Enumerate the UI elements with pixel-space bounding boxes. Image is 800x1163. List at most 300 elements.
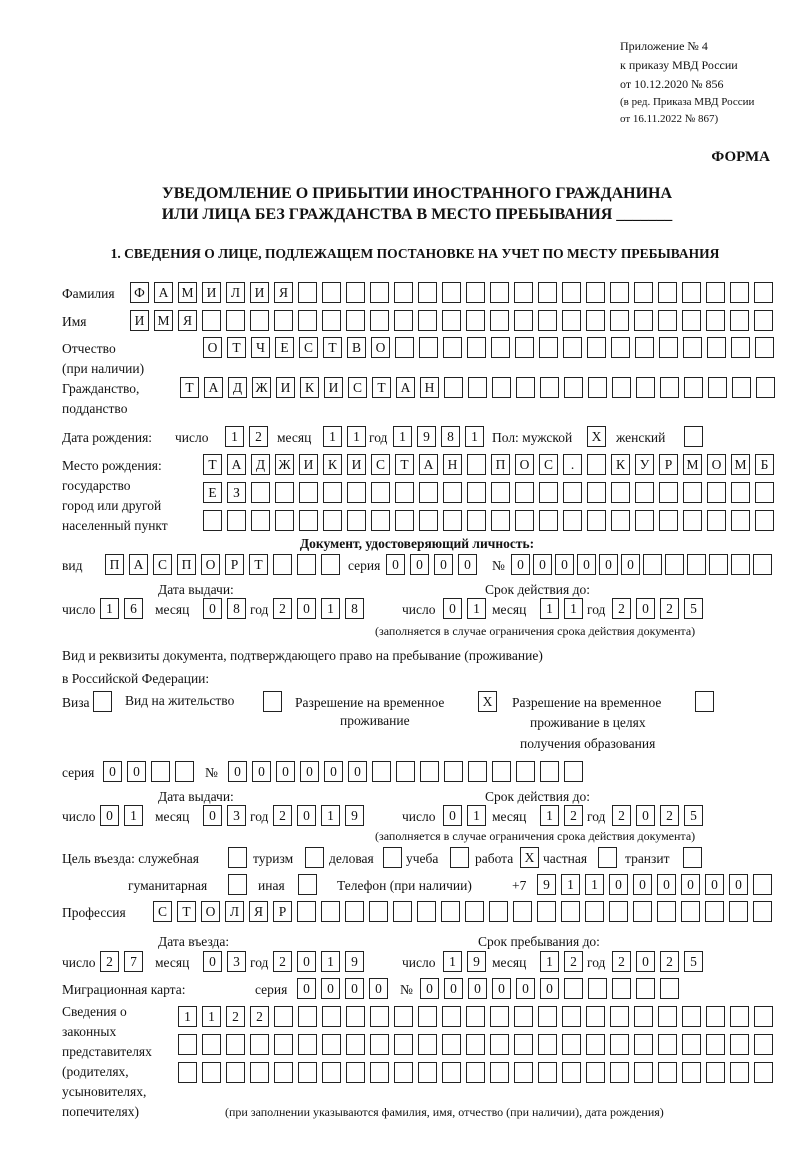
char-box[interactable]: М [683,454,702,475]
char-box[interactable] [515,510,534,531]
char-box[interactable]: 2 [250,1006,269,1027]
char-box[interactable] [538,282,557,303]
char-box[interactable]: 0 [203,598,222,619]
char-box[interactable]: И [347,454,366,475]
char-box[interactable] [442,282,461,303]
char-box[interactable]: И [276,377,295,398]
char-box[interactable] [705,901,724,922]
char-box[interactable] [491,510,510,531]
char-box[interactable]: Т [177,901,196,922]
char-box[interactable] [539,337,558,358]
char-box[interactable]: 2 [612,598,631,619]
char-box[interactable] [468,761,487,782]
char-box[interactable]: Я [178,310,197,331]
char-box[interactable] [441,901,460,922]
char-box[interactable] [371,510,390,531]
char-box[interactable]: 5 [684,598,703,619]
char-box[interactable] [345,901,364,922]
char-box[interactable]: Т [227,337,246,358]
char-box[interactable] [396,761,415,782]
char-box[interactable] [755,337,774,358]
char-box[interactable] [250,1062,269,1083]
char-box[interactable]: Н [443,454,462,475]
checkbox[interactable] [263,691,282,712]
char-box[interactable]: 1 [202,1006,221,1027]
char-box[interactable]: Н [420,377,439,398]
char-box[interactable]: О [515,454,534,475]
char-box[interactable]: 0 [297,978,316,999]
char-box[interactable] [175,761,194,782]
char-box[interactable]: 2 [226,1006,245,1027]
checkbox[interactable] [683,847,702,868]
char-box[interactable] [585,901,604,922]
char-box[interactable] [467,454,486,475]
char-box[interactable] [706,1006,725,1027]
char-box[interactable] [467,482,486,503]
char-box[interactable] [323,482,342,503]
char-box[interactable] [466,1062,485,1083]
char-box[interactable] [442,1062,461,1083]
char-box[interactable] [730,310,749,331]
char-box[interactable] [658,1006,677,1027]
char-box[interactable]: 0 [621,554,640,575]
char-box[interactable] [634,1062,653,1083]
char-box[interactable] [371,482,390,503]
char-box[interactable] [682,1034,701,1055]
char-box[interactable]: . [563,454,582,475]
char-box[interactable]: Е [275,337,294,358]
char-box[interactable] [609,901,628,922]
checkbox[interactable] [228,847,247,868]
char-box[interactable] [562,1034,581,1055]
char-box[interactable] [730,1006,749,1027]
char-box[interactable]: 0 [636,951,655,972]
char-box[interactable] [347,482,366,503]
char-box[interactable] [562,310,581,331]
char-box[interactable] [274,1062,293,1083]
char-box[interactable]: М [731,454,750,475]
char-box[interactable]: И [250,282,269,303]
char-box[interactable] [322,1034,341,1055]
char-box[interactable]: 0 [458,554,477,575]
char-box[interactable] [394,1006,413,1027]
char-box[interactable] [274,1034,293,1055]
char-box[interactable] [275,482,294,503]
char-box[interactable]: 1 [443,951,462,972]
char-box[interactable] [634,1006,653,1027]
char-box[interactable] [706,1062,725,1083]
char-box[interactable] [564,377,583,398]
char-box[interactable] [683,337,702,358]
char-box[interactable] [538,1062,557,1083]
char-box[interactable]: Д [251,454,270,475]
char-box[interactable] [611,482,630,503]
char-box[interactable] [418,282,437,303]
char-box[interactable] [682,310,701,331]
char-box[interactable]: 3 [227,951,246,972]
char-box[interactable] [586,282,605,303]
char-box[interactable] [682,282,701,303]
char-box[interactable]: С [153,901,172,922]
char-box[interactable]: Ж [252,377,271,398]
char-box[interactable] [731,337,750,358]
char-box[interactable] [467,510,486,531]
char-box[interactable]: 0 [410,554,429,575]
char-box[interactable]: 0 [103,761,122,782]
char-box[interactable] [610,1062,629,1083]
char-box[interactable]: Т [323,337,342,358]
char-box[interactable] [395,510,414,531]
char-box[interactable] [755,510,774,531]
char-box[interactable]: П [491,454,510,475]
char-box[interactable] [563,482,582,503]
char-box[interactable] [370,282,389,303]
char-box[interactable] [322,310,341,331]
char-box[interactable] [586,1006,605,1027]
char-box[interactable]: 1 [178,1006,197,1027]
char-box[interactable] [564,978,583,999]
char-box[interactable]: 1 [465,426,484,447]
char-box[interactable]: Я [274,282,293,303]
checkbox[interactable] [684,426,703,447]
char-box[interactable]: С [348,377,367,398]
char-box[interactable] [513,901,532,922]
char-box[interactable] [588,377,607,398]
char-box[interactable] [537,901,556,922]
char-box[interactable] [514,282,533,303]
char-box[interactable]: А [396,377,415,398]
char-box[interactable] [754,1006,773,1027]
char-box[interactable]: 0 [386,554,405,575]
char-box[interactable]: 0 [540,978,559,999]
char-box[interactable]: 1 [564,598,583,619]
char-box[interactable] [562,1062,581,1083]
char-box[interactable] [394,1062,413,1083]
char-box[interactable]: А [204,377,223,398]
char-box[interactable]: А [419,454,438,475]
char-box[interactable]: 0 [276,761,295,782]
char-box[interactable]: 2 [564,951,583,972]
char-box[interactable] [729,901,748,922]
char-box[interactable]: 0 [434,554,453,575]
char-box[interactable] [709,554,728,575]
char-box[interactable] [466,310,485,331]
char-box[interactable]: 6 [124,598,143,619]
char-box[interactable] [227,510,246,531]
char-box[interactable]: 9 [417,426,436,447]
char-box[interactable] [419,482,438,503]
char-box[interactable]: Т [372,377,391,398]
char-box[interactable] [275,510,294,531]
char-box[interactable] [730,1034,749,1055]
char-box[interactable] [755,482,774,503]
char-box[interactable]: 3 [227,805,246,826]
char-box[interactable] [586,310,605,331]
char-box[interactable] [250,1034,269,1055]
char-box[interactable] [393,901,412,922]
char-box[interactable] [490,282,509,303]
char-box[interactable]: 8 [441,426,460,447]
char-box[interactable] [395,482,414,503]
char-box[interactable] [586,1062,605,1083]
char-box[interactable]: О [203,337,222,358]
char-box[interactable]: 2 [249,426,268,447]
char-box[interactable] [466,1006,485,1027]
char-box[interactable] [298,1006,317,1027]
char-box[interactable]: 1 [323,426,342,447]
char-box[interactable]: 1 [467,805,486,826]
checkbox[interactable]: X [587,426,606,447]
char-box[interactable] [298,310,317,331]
char-box[interactable] [299,482,318,503]
char-box[interactable] [687,554,706,575]
char-box[interactable]: 2 [273,951,292,972]
char-box[interactable]: И [324,377,343,398]
char-box[interactable] [563,337,582,358]
char-box[interactable]: Т [203,454,222,475]
char-box[interactable] [538,1006,557,1027]
char-box[interactable] [754,1034,773,1055]
char-box[interactable]: 0 [492,978,511,999]
char-box[interactable] [322,282,341,303]
char-box[interactable] [516,761,535,782]
char-box[interactable]: И [130,310,149,331]
checkbox[interactable]: X [520,847,539,868]
char-box[interactable] [683,482,702,503]
char-box[interactable] [658,1034,677,1055]
char-box[interactable]: 0 [511,554,530,575]
char-box[interactable] [587,510,606,531]
char-box[interactable] [540,377,559,398]
char-box[interactable]: 1 [100,598,119,619]
char-box[interactable]: 2 [273,805,292,826]
char-box[interactable] [418,1034,437,1055]
char-box[interactable] [587,337,606,358]
char-box[interactable]: 0 [443,805,462,826]
char-box[interactable] [753,554,772,575]
char-box[interactable]: Р [225,554,244,575]
char-box[interactable] [538,310,557,331]
char-box[interactable]: А [129,554,148,575]
char-box[interactable] [203,510,222,531]
char-box[interactable] [540,761,559,782]
char-box[interactable]: И [299,454,318,475]
char-box[interactable] [562,1006,581,1027]
char-box[interactable] [612,377,631,398]
checkbox[interactable] [695,691,714,712]
char-box[interactable] [372,761,391,782]
char-box[interactable] [754,1062,773,1083]
char-box[interactable] [659,337,678,358]
char-box[interactable] [394,310,413,331]
char-box[interactable]: 2 [660,598,679,619]
checkbox[interactable] [298,874,317,895]
char-box[interactable] [539,482,558,503]
char-box[interactable]: С [371,454,390,475]
char-box[interactable] [489,901,508,922]
char-box[interactable] [250,310,269,331]
char-box[interactable]: Ч [251,337,270,358]
char-box[interactable]: А [227,454,246,475]
char-box[interactable] [419,337,438,358]
char-box[interactable] [561,901,580,922]
char-box[interactable]: 2 [660,805,679,826]
char-box[interactable] [731,510,750,531]
char-box[interactable] [611,337,630,358]
char-box[interactable] [442,1034,461,1055]
char-box[interactable]: 0 [300,761,319,782]
char-box[interactable] [659,482,678,503]
char-box[interactable]: 0 [516,978,535,999]
char-box[interactable]: 0 [636,805,655,826]
char-box[interactable]: Ж [275,454,294,475]
char-box[interactable]: Т [249,554,268,575]
char-box[interactable]: Л [225,901,244,922]
char-box[interactable] [419,510,438,531]
char-box[interactable] [665,554,684,575]
char-box[interactable]: 0 [444,978,463,999]
char-box[interactable] [611,510,630,531]
char-box[interactable] [178,1062,197,1083]
char-box[interactable] [418,1006,437,1027]
char-box[interactable] [251,510,270,531]
char-box[interactable] [370,1006,389,1027]
char-box[interactable]: 0 [345,978,364,999]
char-box[interactable] [610,1034,629,1055]
char-box[interactable] [657,901,676,922]
char-box[interactable] [515,482,534,503]
char-box[interactable]: 0 [599,554,618,575]
char-box[interactable] [178,1034,197,1055]
char-box[interactable]: А [154,282,173,303]
char-box[interactable]: Р [659,454,678,475]
char-box[interactable] [707,510,726,531]
char-box[interactable] [564,761,583,782]
char-box[interactable] [659,510,678,531]
char-box[interactable] [151,761,170,782]
char-box[interactable] [730,282,749,303]
char-box[interactable] [297,554,316,575]
char-box[interactable] [369,901,388,922]
char-box[interactable] [491,482,510,503]
char-box[interactable]: 8 [227,598,246,619]
char-box[interactable]: 0 [681,874,700,895]
char-box[interactable] [370,1034,389,1055]
char-box[interactable] [444,761,463,782]
char-box[interactable] [636,978,655,999]
char-box[interactable] [418,310,437,331]
char-box[interactable]: О [201,554,220,575]
char-box[interactable] [610,1006,629,1027]
char-box[interactable]: Я [249,901,268,922]
char-box[interactable] [683,510,702,531]
char-box[interactable] [756,377,775,398]
char-box[interactable]: 1 [540,598,559,619]
char-box[interactable]: 2 [660,951,679,972]
char-box[interactable] [226,1062,245,1083]
char-box[interactable] [442,310,461,331]
char-box[interactable] [707,482,726,503]
char-box[interactable]: Т [180,377,199,398]
char-box[interactable]: 0 [297,805,316,826]
char-box[interactable]: П [105,554,124,575]
char-box[interactable] [370,310,389,331]
char-box[interactable] [321,554,340,575]
char-box[interactable] [514,1034,533,1055]
char-box[interactable]: 1 [540,805,559,826]
char-box[interactable] [491,337,510,358]
char-box[interactable]: 9 [467,951,486,972]
char-box[interactable]: О [201,901,220,922]
char-box[interactable] [443,510,462,531]
char-box[interactable]: И [202,282,221,303]
char-box[interactable] [443,337,462,358]
char-box[interactable] [731,482,750,503]
char-box[interactable]: 0 [705,874,724,895]
char-box[interactable]: М [154,310,173,331]
char-box[interactable] [417,901,436,922]
char-box[interactable]: У [635,454,654,475]
char-box[interactable] [753,874,772,895]
char-box[interactable]: Ф [130,282,149,303]
char-box[interactable] [514,1006,533,1027]
char-box[interactable]: 1 [540,951,559,972]
char-box[interactable] [202,1034,221,1055]
char-box[interactable] [562,282,581,303]
char-box[interactable] [684,377,703,398]
char-box[interactable] [682,1006,701,1027]
char-box[interactable]: 0 [127,761,146,782]
char-box[interactable] [516,377,535,398]
char-box[interactable] [538,1034,557,1055]
char-box[interactable] [444,377,463,398]
char-box[interactable]: 0 [609,874,628,895]
char-box[interactable]: Т [395,454,414,475]
char-box[interactable]: 0 [297,951,316,972]
char-box[interactable] [514,1062,533,1083]
char-box[interactable]: 0 [321,978,340,999]
char-box[interactable] [753,901,772,922]
char-box[interactable] [660,978,679,999]
char-box[interactable] [730,1062,749,1083]
char-box[interactable] [202,1062,221,1083]
char-box[interactable] [635,482,654,503]
char-box[interactable]: 0 [324,761,343,782]
char-box[interactable] [634,282,653,303]
checkbox[interactable] [93,691,112,712]
char-box[interactable] [346,1006,365,1027]
char-box[interactable]: К [611,454,630,475]
checkbox[interactable] [598,847,617,868]
char-box[interactable] [299,510,318,531]
char-box[interactable] [563,510,582,531]
char-box[interactable] [610,310,629,331]
char-box[interactable] [274,310,293,331]
char-box[interactable] [515,337,534,358]
char-box[interactable]: 1 [393,426,412,447]
char-box[interactable] [370,1062,389,1083]
char-box[interactable]: С [299,337,318,358]
char-box[interactable] [587,482,606,503]
char-box[interactable] [490,1034,509,1055]
char-box[interactable] [251,482,270,503]
char-box[interactable]: 2 [612,805,631,826]
char-box[interactable] [420,761,439,782]
char-box[interactable]: 1 [321,805,340,826]
char-box[interactable] [658,1062,677,1083]
char-box[interactable] [346,1062,365,1083]
char-box[interactable] [612,978,631,999]
